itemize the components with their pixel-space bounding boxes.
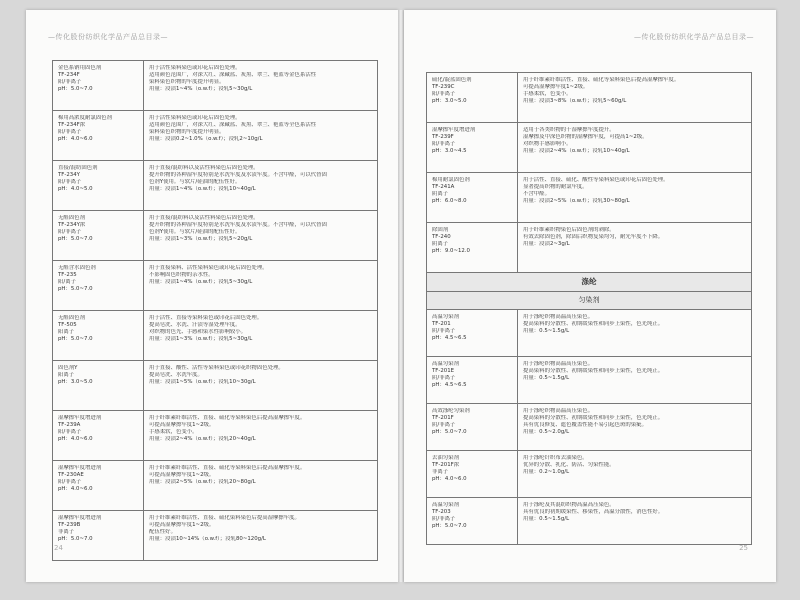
product-name-cell (427, 123, 518, 173)
product-name: 高效涤纶匀染剂 (432, 407, 470, 414)
product-name-cell (53, 211, 144, 261)
product-code: TF-201F (432, 414, 454, 421)
product-name-cell (427, 309, 518, 356)
page-number: 25 (739, 544, 748, 552)
description-line: 用于纤维素纤维活性、直接、硫化染料染色后提高湿摩擦牢度。 (149, 515, 300, 521)
product-code: 阳离子 (58, 372, 75, 379)
product-row (53, 461, 378, 511)
product-code: TF-505 (58, 322, 77, 329)
product-description-cell (518, 223, 752, 273)
description-line: 用量：浸渍1~3%（o.w.f）；浸轧5~20g/L (149, 236, 253, 243)
product-ph: pH：4.5~6.5 (432, 381, 467, 388)
product-row (427, 223, 752, 273)
product-ionicity: 阳/离子 (58, 279, 76, 286)
description-line: 提高皂洗、水洗、汗渍等湿处理牢度。 (149, 322, 241, 329)
description-line: 手感柔软，色变小。 (523, 91, 572, 98)
description-line: 用于活性染料染色或印花后固色处理。 (149, 65, 241, 71)
product-description-cell (144, 261, 378, 311)
product-name-cell (53, 311, 144, 361)
product-name-cell (53, 461, 144, 511)
product-name: 无醛固色剂 (58, 315, 85, 321)
description-line: 可提高湿摩擦牢度1~2级。 (523, 84, 589, 91)
product-ph: pH：9.0~12.0 (432, 248, 470, 255)
product-code: TF-234F浓 (58, 122, 86, 129)
description-line: 用于涤纶织物高温高压染色。 (523, 313, 594, 320)
product-name-cell (53, 261, 144, 311)
product-name: 金色系钠用固色剂 (58, 65, 102, 71)
product-name-cell (53, 511, 144, 561)
product-description-cell (144, 411, 378, 461)
description-line: 用于直接/混纺料以及活性料染色后固色处理。 (149, 165, 259, 171)
product-row (427, 309, 752, 356)
right-page (404, 10, 776, 582)
product-ionicity: 阳/非离子 (58, 79, 82, 86)
product-ionicity: 阳/非离子 (58, 229, 82, 236)
description-line: 手感柔软，色变小。 (149, 429, 198, 436)
section-heading-row (427, 273, 752, 292)
description-line: 可提高湿摩擦牢度1~2级。 (149, 472, 215, 479)
description-line: 用量：浸渍1~4%（o.w.f）；浸轧10~40g/L (149, 186, 256, 193)
description-line: 湿摩擦及中深色织物的湿摩擦牢度，可提高1~2级。 (523, 134, 648, 141)
product-description-cell (144, 211, 378, 261)
product-description-cell (144, 361, 378, 411)
product-row (53, 261, 378, 311)
product-row (427, 73, 752, 123)
product-name-cell (427, 73, 518, 123)
product-row (53, 511, 378, 561)
description-line: 提高染料的分散性、初期缓染性和同步上染性，色光纯正。 (523, 320, 664, 327)
product-name: 湿摩擦牢度增进剂 (58, 415, 102, 421)
description-line: 用量：浸渍0.2~1.0%（o.w.f）；浸轧2~10g/L (149, 136, 263, 143)
description-line: 可提高湿摩擦牢度1~2级。 (149, 522, 215, 529)
description-line: 具有优良的初期缓染性、移染性，高温分散性，消色性好。 (523, 508, 664, 515)
product-description-cell (144, 511, 378, 561)
description-line: 用量：浸渍3~8%（o.w.f）；浸轧5~60g/L (523, 98, 627, 105)
product-ionicity: 阴/非离子 (432, 515, 456, 522)
description-line: 不含甲醛。 (523, 191, 550, 198)
product-row (427, 450, 752, 497)
description-line: 色剂Y使用。与软片/硅油的配伍性好。 (149, 229, 241, 236)
description-line: 显著提高织物的耐氯牢度。 (523, 184, 588, 191)
description-line: 用于纤维素纤维活性、直接、硫化等染料染色后提高湿摩擦牢度。 (523, 77, 680, 83)
description-line: 用量：浸渍1~3%（o.w.f）；浸轧5~30g/L (149, 336, 253, 343)
product-ph: pH：5.0~7.0 (432, 522, 467, 529)
product-code: TF-241A (432, 184, 455, 191)
description-line: 用于涤纶及其混纺织物高温高压染色。 (523, 501, 615, 508)
product-name-cell (53, 411, 144, 461)
product-description-cell (144, 61, 378, 111)
product-code: TF-234Y浓 (58, 222, 86, 229)
product-ph: pH：3.0~5.0 (58, 379, 93, 386)
product-ionicity: 非离子 (58, 529, 75, 536)
description-line: 用量：浸渍1~5%（o.w.f）；浸轧10~30g/L (149, 379, 256, 386)
product-table (426, 72, 752, 545)
product-description-cell (144, 111, 378, 161)
product-ph: pH：5.0~7.0 (58, 536, 93, 543)
product-code: TF-239C (432, 84, 455, 91)
description-line: 用于活性、直接、硫化、酸性等染料染色或印花后固色处理。 (523, 177, 669, 183)
description-line: 用量：0.5~2.0g/L (523, 428, 570, 435)
product-code: TF-201 (432, 320, 451, 327)
description-line: 色剂Y使用。与软片/硅油的配伍性好。 (149, 179, 241, 186)
description-line: 用于涤纶针织布去油染色。 (523, 454, 588, 461)
description-line: 有效去除固色剂，除固后织物复染均匀，耐光牢度不下降。 (523, 234, 664, 241)
product-description-cell (144, 311, 378, 361)
product-ionicity: 阴/非离子 (432, 327, 456, 334)
product-ph: pH：4.0~5.0 (58, 186, 93, 193)
description-line: 不影响固色织物的亲水性。 (149, 272, 214, 279)
description-line: 用于纤维素纤维活性、直接、硫化等染料染色后提高湿摩擦牢度。 (149, 465, 306, 471)
product-name-cell (53, 161, 144, 211)
description-line: 适用于各类织物的干湿摩擦牢度提升。 (523, 127, 615, 133)
product-row (427, 356, 752, 403)
description-line: 对织物手感影响小。 (523, 141, 572, 148)
product-name: 硫化/靛蓝固色剂 (432, 77, 472, 83)
product-ph: pH：5.0~7.0 (58, 286, 93, 293)
product-ionicity: 阳/非离子 (58, 479, 82, 486)
product-name-cell (427, 223, 518, 273)
product-ph: pH：3.0~4.5 (432, 148, 467, 155)
description-line: 用量：浸渍2~4%（o.w.f）；浸轧10~40g/L (523, 148, 630, 155)
product-code: TF-201F浓 (432, 461, 460, 468)
description-line: 具有优良修复、遮色覆盖性能不易引起色斑的染疵。 (523, 421, 647, 428)
description-line: 用量：浸渍1~4%（o.w.f）；浸轧5~30g/L (149, 86, 253, 93)
product-code: TF-234Y (58, 172, 80, 179)
product-ionicity: 阳/非离子 (58, 429, 82, 436)
description-line: 用于涤纶织物高温高压染色。 (523, 360, 594, 367)
product-table (52, 60, 378, 561)
product-ionicity: 阴/非离子 (432, 374, 456, 381)
product-code: TF-235 (58, 272, 77, 279)
description-line: 提高染料的分散性、初期缓染性和同步上染性，色光纯正。 (523, 414, 664, 421)
product-ionicity: 阳离子 (58, 329, 75, 336)
product-description-cell (518, 356, 752, 403)
product-name: 固色剂Y (58, 365, 78, 371)
product-ph: pH：4.0~6.0 (432, 475, 467, 482)
left-page (26, 10, 398, 582)
product-row (53, 161, 378, 211)
description-line: 用量：0.2~1.0g/L (523, 468, 570, 475)
product-name-cell (53, 361, 144, 411)
product-row (427, 123, 752, 173)
product-code: TF-239A (58, 422, 81, 429)
product-row (427, 403, 752, 450)
description-line: 染料染色织物的牢度提升明显。 (149, 79, 225, 86)
product-ionicity: 阳/非离子 (432, 91, 456, 98)
product-name-cell (427, 403, 518, 450)
product-ionicity: 阳/非离子 (58, 129, 82, 136)
description-line: 用量：浸渍2~3g/L (523, 241, 570, 248)
description-line: 用量：0.5~1.5g/L (523, 515, 570, 522)
product-code: TF-239B (58, 522, 81, 529)
product-name-cell (53, 111, 144, 161)
product-ph: pH：3.0~5.0 (432, 98, 467, 105)
product-name: 湿摩擦牢度增进剂 (58, 515, 102, 521)
product-description-cell (518, 497, 752, 544)
product-name-cell (427, 497, 518, 544)
description-line: 提升织物的各种湿牢度特别是水洗牢度及水渍牢度。不含甲醛，可以代替固 (149, 222, 327, 229)
running-header: —传化股份纺织化学品产品总目录— (48, 33, 168, 41)
description-line: 用量：浸渍10~14%（o.w.f）；浸轧80~120g/L (149, 536, 266, 543)
page-number: 24 (54, 544, 63, 552)
product-code: TF-240 (432, 234, 451, 241)
product-ph: pH：4.0~6.0 (58, 486, 93, 493)
product-name: 湿摩擦牢度增进剂 (432, 127, 476, 133)
product-description-cell (144, 161, 378, 211)
product-row (427, 497, 752, 544)
running-header: —传化股份纺织化学品产品总目录— (634, 33, 754, 41)
description-line: 用量：浸渍1~4%（o.w.f）；浸轧5~30g/L (149, 279, 253, 286)
description-line: 对织物的色光、手感和染水性影响较小。 (149, 329, 247, 336)
description-line: 用量：浸渍2~5%（o.w.f）；浸轧30~80g/L (523, 198, 630, 205)
description-line: 用于纤维素织物染色后固色剂的剥除。 (523, 227, 615, 233)
product-name: 高温匀染剂 (432, 501, 459, 508)
product-name: 高温匀染剂 (432, 313, 459, 320)
description-line: 适用颜色范围广，对深大红、深藏蓝、灰黑、翠兰、艳蓝等全色系活性 (149, 122, 317, 129)
product-ph: pH：5.0~7.0 (432, 428, 467, 435)
description-line: 用于纤维素纤维活性、直接、硫化等染料染色后提高湿摩擦牢度。 (149, 415, 306, 421)
description-line: 用于直接染料、活性染料染色或印花后固色处理。 (149, 265, 268, 271)
description-line: 染料染色织物的牢度提升明显。 (149, 129, 225, 136)
product-ph: pH：6.0~8.0 (432, 198, 467, 205)
product-row (53, 411, 378, 461)
product-name: 棉用耐氯固色剂 (432, 177, 470, 183)
product-name-cell (427, 173, 518, 223)
product-name: 去油匀染剂 (432, 454, 459, 461)
product-description-cell (518, 309, 752, 356)
description-line: 用量：浸渍2~4%（o.w.f）；浸轧20~40g/L (149, 436, 256, 443)
product-code: TF-239F (432, 134, 454, 141)
product-ph: pH：5.0~7.0 (58, 336, 93, 343)
product-row (53, 311, 378, 361)
description-line: 优异的分散、乳化、防沾、匀染性能。 (523, 461, 615, 468)
product-row (427, 173, 752, 223)
product-name-cell (427, 450, 518, 497)
product-ph: pH：5.0~7.0 (58, 236, 93, 243)
product-ionicity: 阳/非离子 (432, 141, 456, 148)
description-line: 用于活性、直接等染料染色或印花后固色处理。 (149, 315, 263, 321)
product-ph: pH：4.0~6.0 (58, 136, 93, 143)
description-line: 用于涤纶织物高温高压染色。 (523, 407, 594, 414)
product-row (53, 61, 378, 111)
product-name: 高温匀染剂 (432, 360, 459, 367)
product-name-cell (53, 61, 144, 111)
product-name: 湿摩擦牢度增进剂 (58, 465, 102, 471)
product-row (53, 361, 378, 411)
product-code: TF-201E (432, 367, 455, 374)
product-ph: pH：4.5~6.5 (432, 334, 467, 341)
product-description-cell (518, 73, 752, 123)
product-description-cell (518, 403, 752, 450)
description-line: 配伍性好。 (149, 529, 176, 536)
product-row (53, 211, 378, 261)
description-line: 用量：0.5~1.5g/L (523, 327, 570, 334)
product-ionicity: 阴离子 (432, 191, 449, 198)
description-line: 提高皂洗、水洗牢度。 (149, 372, 203, 379)
product-ionicity: 阴/非离子 (432, 421, 456, 428)
product-name: 除固剂 (432, 227, 449, 233)
product-description-cell (144, 461, 378, 511)
product-code: TF-203 (432, 508, 451, 515)
description-line: 提升织物的各种湿牢度特别是水洗牢度及水渍牢度。不含甲醛，可以代替固 (149, 172, 327, 179)
product-description-cell (518, 123, 752, 173)
product-name: 直接/混纺固色剂 (58, 165, 98, 171)
product-row (53, 111, 378, 161)
description-line: 用量：浸渍2~5%（o.w.f）；浸轧20~80g/L (149, 479, 256, 486)
subsection-heading: 匀染剂 (427, 291, 752, 309)
product-name: 棉用高浓度耐氯固色剂 (58, 115, 112, 121)
product-ionicity: 非离子 (432, 468, 449, 475)
product-ph: pH：5.0~7.0 (58, 86, 93, 93)
subsection-heading-row (427, 291, 752, 309)
product-description-cell (518, 173, 752, 223)
description-line: 用量：0.5~1.5g/L (523, 374, 570, 381)
description-line: 可提高湿摩擦牢度1~2级。 (149, 422, 215, 429)
description-line: 用于活性染料染色或印花后固色处理。 (149, 115, 241, 121)
product-code: TF-234F (58, 72, 80, 79)
product-ph: pH：4.0~6.0 (58, 436, 93, 443)
product-name-cell (427, 356, 518, 403)
product-name: 无醛含水固色剂 (58, 265, 96, 271)
product-description-cell (518, 450, 752, 497)
product-ionicity: 阴离子 (432, 241, 449, 248)
product-ionicity: 阳/非离子 (58, 179, 82, 186)
product-name: 无醛固色剂 (58, 215, 85, 221)
description-line: 用于直接/混纺料以及活性料染色后固色处理。 (149, 215, 259, 221)
product-code: TF-230AE (58, 472, 84, 479)
description-line: 用于直接、酸性、活性等染料染色或印花织物固色处理。 (149, 365, 284, 371)
description-line: 提高染料的分散性、初期缓染性和同步上染性，色光纯正。 (523, 367, 664, 374)
description-line: 适用颜色范围广，对深大红、深藏蓝、灰黑、翠兰、艳蓝等金色系活性 (149, 72, 317, 79)
section-heading: 涤纶 (427, 273, 752, 292)
